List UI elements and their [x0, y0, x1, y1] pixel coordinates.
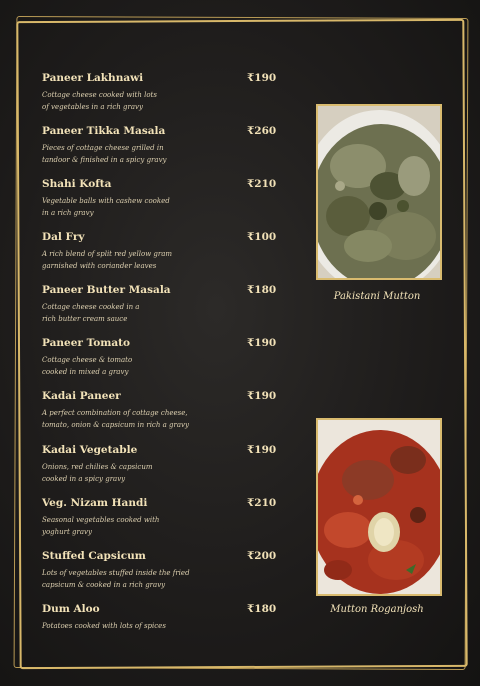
dish-price: ₹180	[247, 284, 277, 296]
dish-description: Cottage cheese cooked in a rich butter cream sauce	[42, 303, 140, 323]
dish-description: Cottage cheese & tomato cooked in mixed a gravy	[42, 356, 133, 376]
dish-description: Vegetable balls with cashew cooked in a rich gravy	[42, 197, 170, 217]
dish-price: ₹190	[247, 72, 277, 84]
dish-price: ₹190	[247, 390, 277, 402]
dish-price: ₹210	[247, 178, 277, 190]
dish-name: Dum Aloo	[42, 603, 100, 615]
dish-name: Stuffed Capsicum	[42, 550, 146, 562]
dish-name: Paneer Tikka Masala	[42, 125, 166, 137]
dish-price: ₹180	[247, 603, 277, 615]
photo-caption: Mutton Roganjosh	[330, 604, 424, 615]
dish-name: Shahi Kofta	[42, 178, 112, 190]
dish-name: Kadai Vegetable	[42, 444, 138, 456]
dish-price: ₹200	[247, 550, 277, 562]
photo-caption: Pakistani Mutton	[333, 291, 421, 302]
dish-description: Seasonal vegetables cooked with yoghurt gravy	[42, 516, 160, 536]
dish-price: ₹190	[247, 444, 277, 456]
dish-price: ₹100	[247, 231, 277, 243]
dish-price: ₹190	[247, 337, 277, 349]
dish-description: Onions, red chilies & capsicum cooked in a spicy gravy	[42, 463, 153, 483]
dish-name: Paneer Lakhnawi	[42, 72, 144, 84]
dish-name: Paneer Tomato	[42, 337, 130, 349]
dish-name: Veg. Nizam Handi	[42, 497, 148, 509]
dish-description: A perfect combination of cottage cheese, tomato, onion & capsicum in rich a gravy	[42, 409, 189, 429]
dish-price: ₹260	[247, 125, 277, 137]
dish-description: Potatoes cooked with lots of spices	[42, 622, 166, 630]
dish-description: Lots of vegetables stuffed inside the fried capsicum & cooked in a rich gravy	[42, 569, 190, 589]
dish-name: Kadai Paneer	[42, 390, 121, 402]
dish-description: Cottage cheese cooked with lots of vegetables in a rich gravy	[42, 91, 157, 111]
dish-description: Pieces of cottage cheese grilled in tandoor & finished in a spicy gravy	[42, 144, 167, 164]
dish-description: A rich blend of split red yellow gram garnished with coriander leaves	[42, 250, 173, 270]
dish-name: Dal Fry	[42, 231, 85, 243]
dish-price: ₹210	[247, 497, 277, 509]
pakistani-mutton-photo	[316, 104, 442, 280]
dish-name: Paneer Butter Masala	[42, 284, 171, 296]
mutton-roganjosh-photo	[316, 418, 442, 596]
